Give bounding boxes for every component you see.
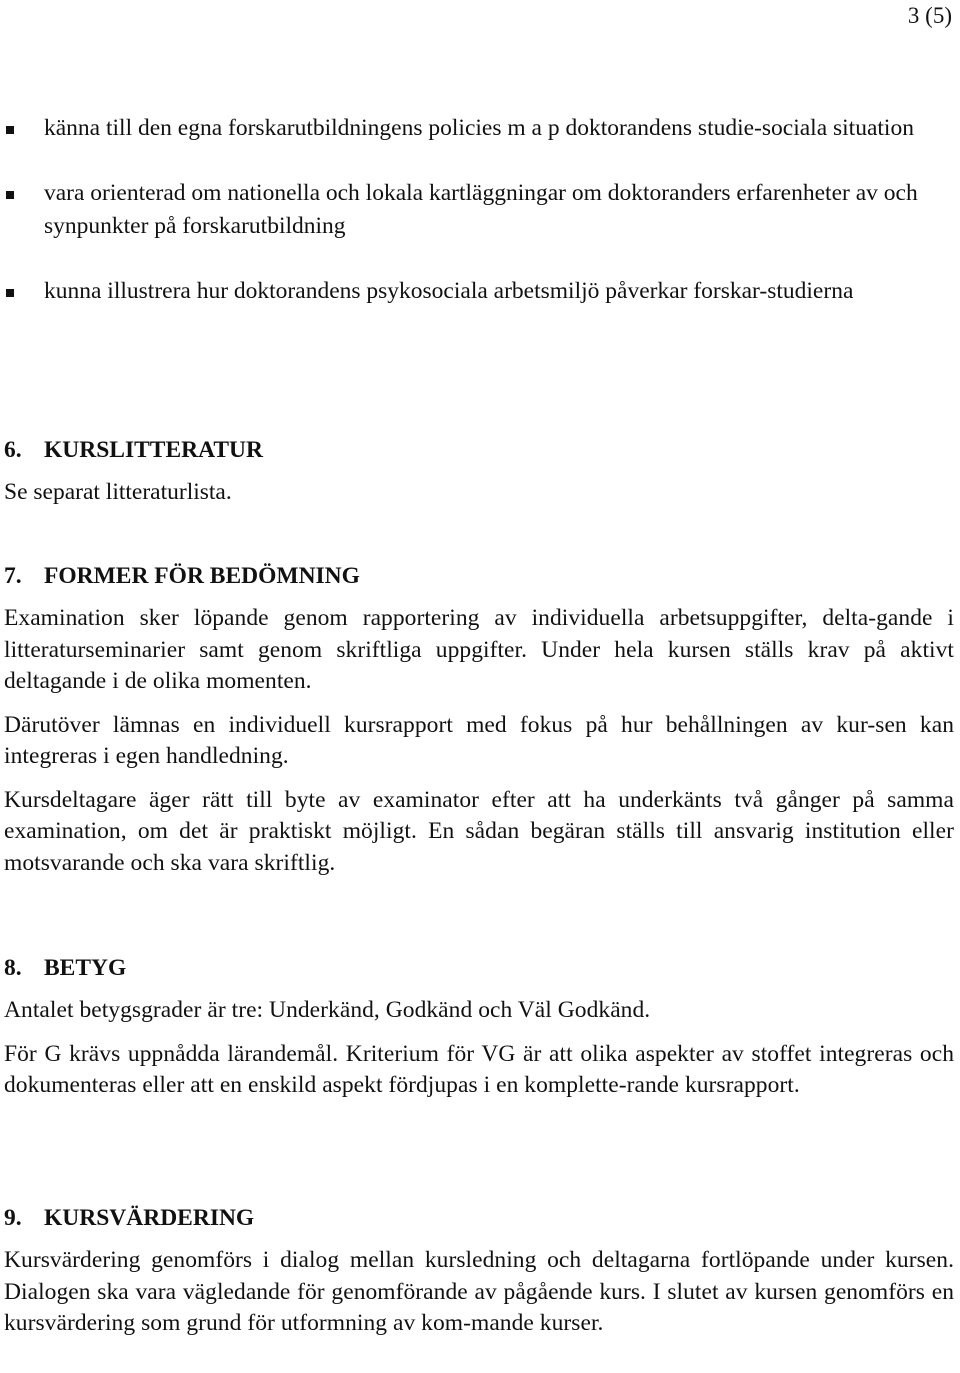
paragraph: Därutöver lämnas en individuell kursrapport med fokus på hur behållningen av kur-sen kan integreras i egen handledning. [4,711,954,769]
list-item-text: känna till den egna forskarutbildningens policies m a p doktorandens studie-sociala situation [44,115,914,141]
section-title: KURSVÄRDERING [44,1205,255,1231]
paragraph: Examination sker löpande genom rapportering av individuella arbetsuppgifter, delta-gande i litteraturseminarier samt genom skriftliga uppgifter. Under hela kursen ställs krav på aktivt deltagande i de olika momenten. [4,605,954,694]
list-item [6,112,954,145]
paragraph: För G krävs uppnådda lärandemål. Kriterium för VG är att olika aspekter av stoffet integreras och dokumenteras eller att en enskild aspekt fördjupas i en komplette-rande kursrapport. [4,1040,954,1098]
section-text: Se separat litteraturlista. [4,479,232,505]
section-number: 6. [4,437,22,463]
section-kursvardering [4,1203,954,1352]
section-number: 9. [4,1205,22,1231]
list-item [6,177,954,243]
section-betyg [4,953,954,1114]
square-bullet-icon [6,191,14,199]
list-item-text: kunna illustrera hur doktorandens psykosociala arbetsmiljö påverkar forskar-studierna [44,278,854,304]
section-heading [4,953,954,983]
list-item [6,275,954,308]
section-title: FORMER FÖR BEDÖMNING [44,563,360,589]
square-bullet-icon [6,126,14,134]
section-number: 7. [4,563,22,589]
section-heading [4,1203,954,1233]
section-heading [4,561,954,591]
paragraph: Kursvärdering genomförs i dialog mellan kursledning och deltagarna fortlöpande under kursen. Dialogen ska vara vägledande för genomförande av pågående kurs. I slutet av kursen genomförs en kursvärdering som grund för utformning av kom-mande kurser. [4,1247,954,1336]
section-title: KURSLITTERATUR [44,437,263,463]
section-title: BETYG [44,955,127,981]
objectives-list [6,112,954,340]
list-item-text: vara orienterad om nationella och lokala kartläggningar om doktoranders erfarenheter av och synpunkter på forskarutbildning [44,180,918,239]
section-number: 8. [4,955,22,981]
section-former-for-bedomning [4,561,954,891]
section-heading [4,435,954,465]
square-bullet-icon [6,289,14,297]
paragraph: Kursdeltagare äger rätt till byte av examinator efter att ha underkänts två gånger på samma examination, om det är praktiskt möjligt. En sådan begäran ställs till ansvarig institution eller motsvarande och ska vara skriftlig. [4,786,954,876]
paragraph: Antalet betygsgrader är tre: Underkänd, Godkänd och Väl Godkänd. [4,997,651,1023]
section-kurslitteratur [4,435,954,509]
page-number: 3 (5) [907,3,952,28]
